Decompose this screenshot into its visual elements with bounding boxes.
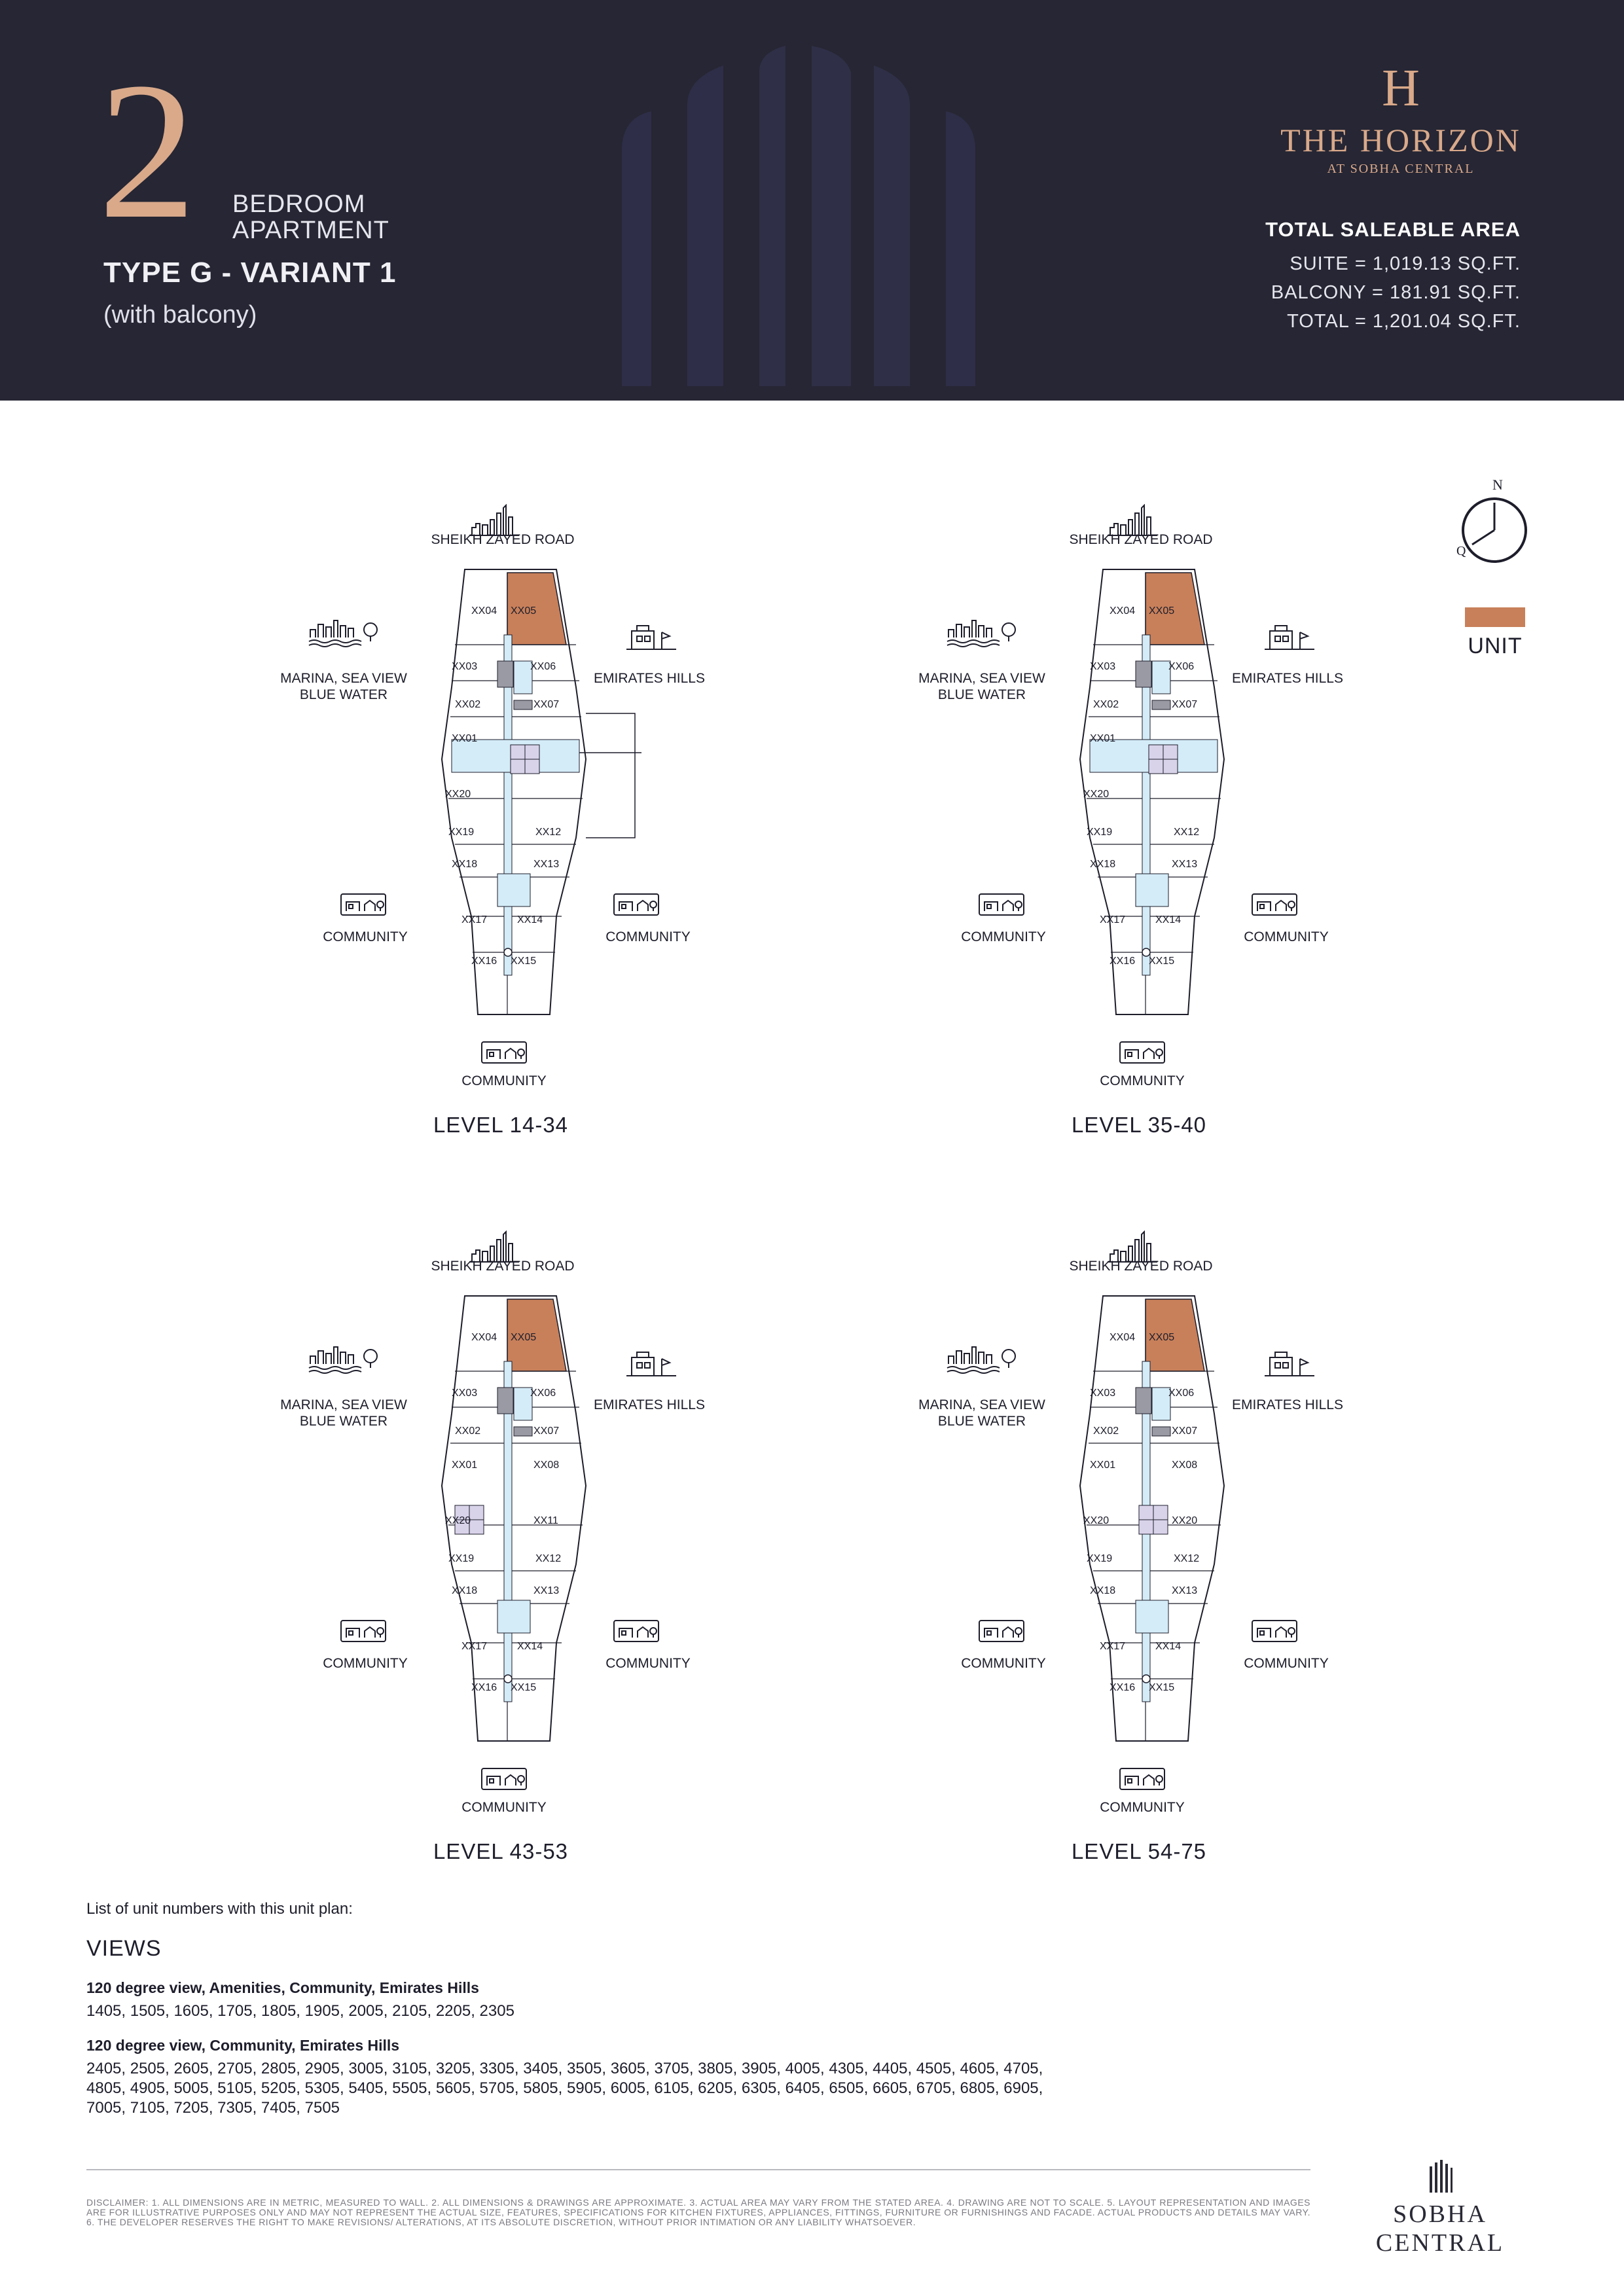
unit-label-xx19: XX19: [1087, 1553, 1113, 1564]
view-group-name: 120 degree view, Amenities, Community, Emirates Hills: [86, 1979, 479, 1996]
horizon-logo-sub: AT SOBHA CENTRAL: [1327, 162, 1475, 176]
unit-label-xx08: XX08: [533, 1460, 560, 1471]
north-label: SHEIKH ZAYED ROAD: [431, 532, 575, 547]
unit-type-title: TYPE G - VARIANT 1: [103, 257, 397, 289]
west-label-2: BLUE WATER: [299, 687, 388, 702]
north-label: SHEIKH ZAYED ROAD: [1069, 532, 1213, 547]
community-label-east: COMMUNITY: [605, 929, 691, 944]
community-label-west: COMMUNITY: [323, 1656, 408, 1671]
north-label: SHEIKH ZAYED ROAD: [431, 1259, 575, 1274]
level-label: LEVEL 35-40: [1071, 1113, 1207, 1137]
community-icon-west: [975, 1618, 1028, 1647]
marina-icon: [308, 1342, 386, 1378]
marina-icon: [946, 615, 1024, 651]
community-label-south: COMMUNITY: [1100, 1073, 1185, 1088]
emirates-hills-icon: [1263, 1348, 1316, 1380]
unit-label-xx14: XX14: [517, 914, 543, 925]
area-suite: SUITE = 1,019.13 SQ.FT.: [1290, 253, 1521, 274]
level-label: LEVEL 14-34: [433, 1113, 569, 1137]
community-icon-west: [337, 1618, 389, 1647]
east-label: EMIRATES HILLS: [1232, 1397, 1343, 1412]
unit-label-xx02: XX02: [455, 1426, 481, 1437]
unit-label-xx06: XX06: [530, 661, 556, 672]
unit-list-intro: List of unit numbers with this unit plan:: [86, 1900, 353, 1918]
marina-icon: [946, 1342, 1024, 1378]
west-label-1: MARINA, SEA VIEW: [918, 1397, 1045, 1412]
area-balcony: BALCONY = 181.91 SQ.FT.: [1271, 282, 1521, 303]
unit-label-xx16: XX16: [1110, 956, 1136, 967]
unit-label-xx02: XX02: [455, 699, 481, 710]
arches-decoration: [615, 46, 1008, 386]
floor-plan: [918, 471, 1450, 1158]
sobha-central-name: SOBHA CENTRAL: [1375, 2200, 1505, 2257]
level-label: LEVEL 43-53: [433, 1839, 569, 1863]
emirates-hills-icon: [625, 1348, 677, 1380]
community-icon-east: [610, 891, 662, 921]
unit-label-xx07: XX07: [533, 699, 560, 710]
unit-label-xx12: XX12: [535, 827, 562, 838]
unit-label-xx14: XX14: [1155, 914, 1182, 925]
community-label-east: COMMUNITY: [605, 1656, 691, 1671]
unit-label-xx15: XX15: [511, 956, 537, 967]
unit-label-xx01: XX01: [1090, 733, 1116, 744]
community-icon-south: [478, 1039, 530, 1069]
unit-label-xx07: XX07: [1172, 699, 1198, 710]
unit-label-xx03: XX03: [452, 661, 478, 672]
community-icon-west: [337, 891, 389, 921]
horizon-logo-mark: H: [1382, 60, 1420, 117]
community-label-east: COMMUNITY: [1244, 1656, 1329, 1671]
emirates-hills-icon: [1263, 622, 1316, 654]
community-label-west: COMMUNITY: [323, 929, 408, 944]
unit-label-xx05: XX05: [1149, 1332, 1175, 1343]
community-label-east: COMMUNITY: [1244, 929, 1329, 944]
area-title: TOTAL SALEABLE AREA: [1265, 218, 1521, 241]
unit-label-xx18: XX18: [1090, 1585, 1116, 1596]
floor-plan: [280, 471, 812, 1158]
sobha-central-logo: [1329, 2160, 1551, 2257]
unit-label-xx06: XX06: [530, 1388, 556, 1399]
west-label-2: BLUE WATER: [937, 1414, 1026, 1429]
compass-icon: [1456, 478, 1535, 569]
tower-outline: [288, 471, 812, 1126]
unit-label-xx12: XX12: [1174, 1553, 1200, 1564]
view-group-units: 2405, 2505, 2605, 2705, 2805, 2905, 3005, 3105, 3205, 3305, 3405, 3505, 3605, 3705, 3805, 3905, 4005, 4305, 4405, 4505, 4605, 4705, 4805, 4905, 5005, 5105, 5205, 5305, 5405, 5505, 5605, 5705, 5805, 5905, 6005, 6105, 6205, 6305, 6405, 6505, 6605, 6705, 6805, 6905, 7005, 7105, 7205, 7305, 7405, 7505: [86, 2060, 1043, 2117]
unit-label-xx15: XX15: [511, 1682, 537, 1693]
community-icon-east: [1248, 891, 1301, 921]
unit-label-xx08: XX08: [1172, 1460, 1198, 1471]
unit-label-xx07: XX07: [1172, 1426, 1198, 1437]
community-label-south: COMMUNITY: [461, 1800, 547, 1815]
unit-label-xx03: XX03: [452, 1388, 478, 1399]
unit-label-xx05: XX05: [511, 1332, 537, 1343]
unit-label-xx17: XX17: [1100, 1641, 1126, 1652]
unit-label-xx12: XX12: [535, 1553, 562, 1564]
unit-label-xx11: XX11: [533, 1515, 558, 1526]
horizon-logo-name: THE HORIZON: [1280, 122, 1521, 158]
unit-label-xx20: XX20: [1083, 1515, 1110, 1526]
west-label-2: BLUE WATER: [937, 687, 1026, 702]
unit-label-xx14: XX14: [1155, 1641, 1182, 1652]
unit-label-xx03: XX03: [1090, 661, 1116, 672]
unit-label-xx02: XX02: [1093, 1426, 1119, 1437]
unit-label-xx19: XX19: [1087, 827, 1113, 838]
apartment-line: APARTMENT: [232, 217, 389, 244]
level-label: LEVEL 54-75: [1071, 1839, 1207, 1863]
views-title: VIEWS: [86, 1936, 162, 1961]
west-label-2: BLUE WATER: [299, 1414, 388, 1429]
unit-label-xx13: XX13: [1172, 859, 1198, 870]
sobha-logo-mark-icon: [1427, 2160, 1453, 2193]
unit-label-xx20: XX20: [445, 1515, 471, 1526]
unit-label-xx17: XX17: [461, 914, 488, 925]
variant-note: (with balcony): [103, 301, 257, 329]
area-total: TOTAL = 1,201.04 SQ.FT.: [1287, 311, 1521, 332]
community-icon-south: [1116, 1039, 1168, 1069]
disclaimer-text: DISCLAIMER: 1. ALL DIMENSIONS ARE IN METRIC, MEASURED TO WALL. 2. ALL DIMENSIONS & DRAWINGS ARE APPROXIMATE. 3. ACTUAL AREA MAY VARY FROM THE STATED AREA. 4. DRAWING ARE NOT TO SCALE. 5. LAYOUT REPRESENTATION AND IMAGES ARE FOR ILLUSTRATIVE PURPOSES ONLY AND MAY NOT REPRESENT THE ACTUAL SIZE, FEATURES, SPECIFICATIONS FOR KITCHEN FIXTURES, APPLIANCES, FITTINGS, FURNITURE OR FURNISHINGS AND FACADE. ACTUAL PRODUCTS AND DETAILS MAY VARY. 6. THE DEVELOPER RESERVES THE RIGHT TO MAKE REVISIONS/ ALTERATIONS, AT ITS ABSOLUTE DISCRETION, WITHOUT PRIOR INTIMATION OR ANY LIABILITY WHATSOEVER.: [86, 2197, 1310, 2227]
community-icon-west: [975, 891, 1028, 921]
unit-label-xx06: XX06: [1168, 1388, 1195, 1399]
unit-label-xx17: XX17: [1100, 914, 1126, 925]
unit-label-xx16: XX16: [1110, 1682, 1136, 1693]
unit-label-xx04: XX04: [471, 1332, 497, 1343]
floor-plan: [280, 1198, 812, 1885]
marina-icon: [308, 615, 386, 651]
floor-plan: [918, 1198, 1450, 1885]
east-label: EMIRATES HILLS: [594, 1397, 705, 1412]
unit-label-xx04: XX04: [1110, 1332, 1136, 1343]
west-label-1: MARINA, SEA VIEW: [918, 671, 1045, 686]
community-label-west: COMMUNITY: [961, 1656, 1046, 1671]
unit-label-xx19: XX19: [448, 1553, 475, 1564]
emirates-hills-icon: [625, 622, 677, 654]
community-label-south: COMMUNITY: [1100, 1800, 1185, 1815]
unit-label-xx18: XX18: [452, 1585, 478, 1596]
bedroom-count: 2: [98, 42, 196, 259]
community-label-south: COMMUNITY: [461, 1073, 547, 1088]
unit-label-xx20: XX20: [1083, 789, 1110, 800]
unit-label-xx18: XX18: [452, 859, 478, 870]
unit-label-xx15: XX15: [1149, 1682, 1175, 1693]
tower-outline: [926, 471, 1450, 1126]
unit-label-xx04: XX04: [1110, 605, 1136, 617]
unit-label-xx04: XX04: [471, 605, 497, 617]
apartment-kind: [232, 191, 389, 243]
unit-label-xx13: XX13: [533, 1585, 560, 1596]
unit-label-xx02: XX02: [1093, 699, 1119, 710]
unit-label-xx01: XX01: [1090, 1460, 1116, 1471]
community-icon-east: [1248, 1618, 1301, 1647]
east-label: EMIRATES HILLS: [594, 671, 705, 686]
unit-label-xx16: XX16: [471, 956, 497, 967]
unit-label-xx06: XX06: [1168, 661, 1195, 672]
unit-label-xx16: XX16: [471, 1682, 497, 1693]
community-icon-south: [1116, 1766, 1168, 1795]
unit-label-xx18: XX18: [1090, 859, 1116, 870]
north-label: SHEIKH ZAYED ROAD: [1069, 1259, 1213, 1274]
footer-divider: [86, 2169, 1310, 2170]
unit-label-xx01: XX01: [452, 733, 478, 744]
unit-label-xx01: XX01: [452, 1460, 478, 1471]
unit-label-xx05: XX05: [511, 605, 537, 617]
west-label-1: MARINA, SEA VIEW: [280, 1397, 407, 1412]
header-banner: [0, 0, 1624, 401]
unit-legend-swatch: [1465, 607, 1525, 627]
horizon-logo: [1276, 62, 1525, 177]
compass-n: N: [1492, 478, 1503, 493]
community-label-west: COMMUNITY: [961, 929, 1046, 944]
unit-label-xx15: XX15: [1149, 956, 1175, 967]
unit-label-xx13: XX13: [1172, 1585, 1198, 1596]
unit-label-xx17: XX17: [461, 1641, 488, 1652]
unit-label-xx07: XX07: [533, 1426, 560, 1437]
compass-q: Q: [1456, 544, 1466, 558]
unit-label-xx14: XX14: [517, 1641, 543, 1652]
unit-label-xx05: XX05: [1149, 605, 1175, 617]
unit-label-xx03: XX03: [1090, 1388, 1116, 1399]
community-icon-east: [610, 1618, 662, 1647]
west-label-1: MARINA, SEA VIEW: [280, 671, 407, 686]
unit-label-xx13: XX13: [533, 859, 560, 870]
unit-label-xx20: XX20: [445, 789, 471, 800]
view-group-name: 120 degree view, Community, Emirates Hills: [86, 2037, 400, 2054]
unit-label-xx11: XX20: [1172, 1515, 1198, 1526]
community-icon-south: [478, 1766, 530, 1795]
unit-label-xx12: XX12: [1174, 827, 1200, 838]
unit-legend-label: UNIT: [1468, 634, 1523, 658]
east-label: EMIRATES HILLS: [1232, 671, 1343, 686]
unit-label-xx19: XX19: [448, 827, 475, 838]
view-group-units: 1405, 1505, 1605, 1705, 1805, 1905, 2005, 2105, 2205, 2305: [86, 2002, 514, 2020]
bedroom-line: BEDROOM: [232, 190, 366, 218]
saleable-area: [1265, 218, 1521, 336]
